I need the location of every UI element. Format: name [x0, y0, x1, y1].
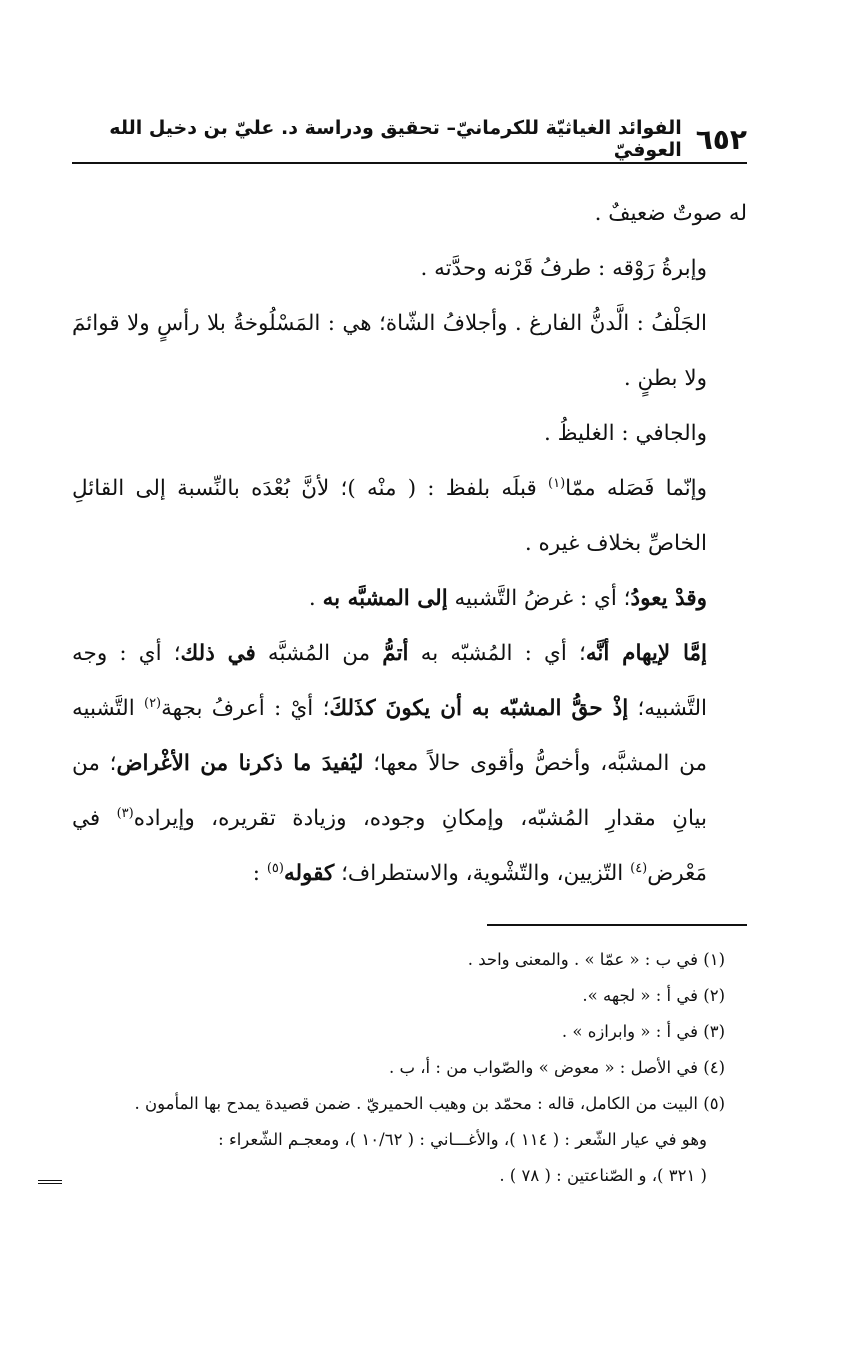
footnote-ref: (١)	[548, 475, 566, 491]
footnote: (٣) في أ : « وابرازه » .	[561, 1022, 725, 1041]
quoted-term: إمَّا لإيهام أنَّه	[585, 641, 707, 666]
text-line: الجَلْفُ : الَّدنُّ الفارغ . وأجلافُ الشّاة؛ هي : المَسْلُوخةُ بلا رأسٍ ولا قوائمَ ولا بطنٍ .	[72, 311, 707, 391]
running-head	[72, 118, 747, 160]
footnote-ref: (٥)	[266, 860, 284, 876]
footnote-ref: (٤)	[630, 860, 648, 876]
text-run: قبلَه بلفظ : ( منْه )؛ لأنَّ بُعْدَه بالنِّسبة إلى القائلِ الخاصِّ بخلاف غيره .	[72, 476, 707, 556]
paragraph	[72, 186, 747, 241]
text-line: والجافي : الغليظُ .	[543, 421, 707, 446]
paragraph	[72, 296, 747, 406]
quoted-term: كقوله	[283, 861, 335, 886]
paragraph	[72, 406, 747, 461]
text-run: ؛ أيْ : أعرفُ بجهة	[161, 696, 330, 721]
text-run: ؛ أي : المُشبّه به	[408, 641, 586, 666]
margin-mark	[38, 1180, 62, 1184]
footnote-ref: (٢)	[143, 695, 162, 711]
footnote: (٤) في الأصل : « معوض » والصّواب من : أ، ب .	[388, 1058, 725, 1077]
text-line: وإبرةُ رَوْقه : طرفُ قَرْنه وحدَّته .	[420, 256, 707, 281]
text-run: ؛ أي : وجه التَّشبيه؛	[72, 641, 707, 721]
quoted-term: في ذلك	[180, 641, 256, 666]
quoted-term: ليُفيدَ ما ذكرنا من الأغْراض	[116, 751, 364, 776]
header-rule	[72, 162, 747, 164]
text-run: التّزيين، والتّشْوية، والاستطراف؛	[334, 861, 631, 886]
footnotes	[72, 942, 747, 1194]
text-run: :	[252, 861, 267, 886]
footnote-separator	[487, 924, 747, 926]
text-run: ؛ من بيانِ مقدارِ المُشبّه، وإمكانِ وجوده، وزيادة تقريره، وإيراده	[72, 751, 707, 831]
paragraph	[72, 461, 747, 571]
page-number: ٦٥٢	[695, 122, 747, 156]
footnote-continuation: وهو في عيار الشّعر : ( ١١٤ )، والأغـــاني : ( ١٠/٦٢ )، ومعجـم الشّعراء :	[218, 1130, 707, 1149]
text-line: له صوتٌ ضعيفٌ .	[594, 201, 747, 226]
paragraph	[72, 571, 747, 626]
footnote-continuation: ( ٣٢١ )، و الصّناعتين : ( ٧٨ ) .	[499, 1166, 707, 1185]
footnote: (٢) في أ : « لجهه ».	[582, 986, 725, 1005]
text-run: التَّشبيه من المشبَّه، وأخصُّ وأقوى حالاً معها؛	[72, 696, 707, 776]
main-text	[72, 186, 747, 901]
quoted-term: وقدْ يعودُ	[630, 586, 707, 611]
text-run: في مَعْرض	[72, 806, 707, 886]
running-title: الفوائد الغياثيّة للكرمانيّ– تحقيق ودراسة د. عليّ بن دخيل الله العوفيّ	[109, 117, 682, 161]
text-run: وإنّما فَصَله ممّا	[565, 476, 707, 501]
text-run: ؛ أي : غرضُ التَّشبيه	[447, 586, 631, 611]
quoted-term: إلى المشبَّه به	[322, 586, 448, 611]
footnote: (٥) البيت من الكامل، قاله : محمّد بن وهيب الحميريّ . ضمن قصيدة يمدح بها المأمون .	[134, 1094, 725, 1113]
footnote: (١) في ب : « عمّا » . والمعنى واحد .	[467, 950, 725, 969]
quoted-term: إذْ حقُّ المشبّه به أن يكونَ كذَلكَ	[329, 696, 629, 721]
paragraph	[72, 241, 747, 296]
text-run: .	[308, 586, 323, 611]
footnote-ref: (٣)	[116, 805, 134, 821]
paragraph	[72, 626, 747, 901]
text-run: من المُشبَّه	[255, 641, 383, 666]
quoted-term: أتمُّ	[382, 641, 409, 666]
